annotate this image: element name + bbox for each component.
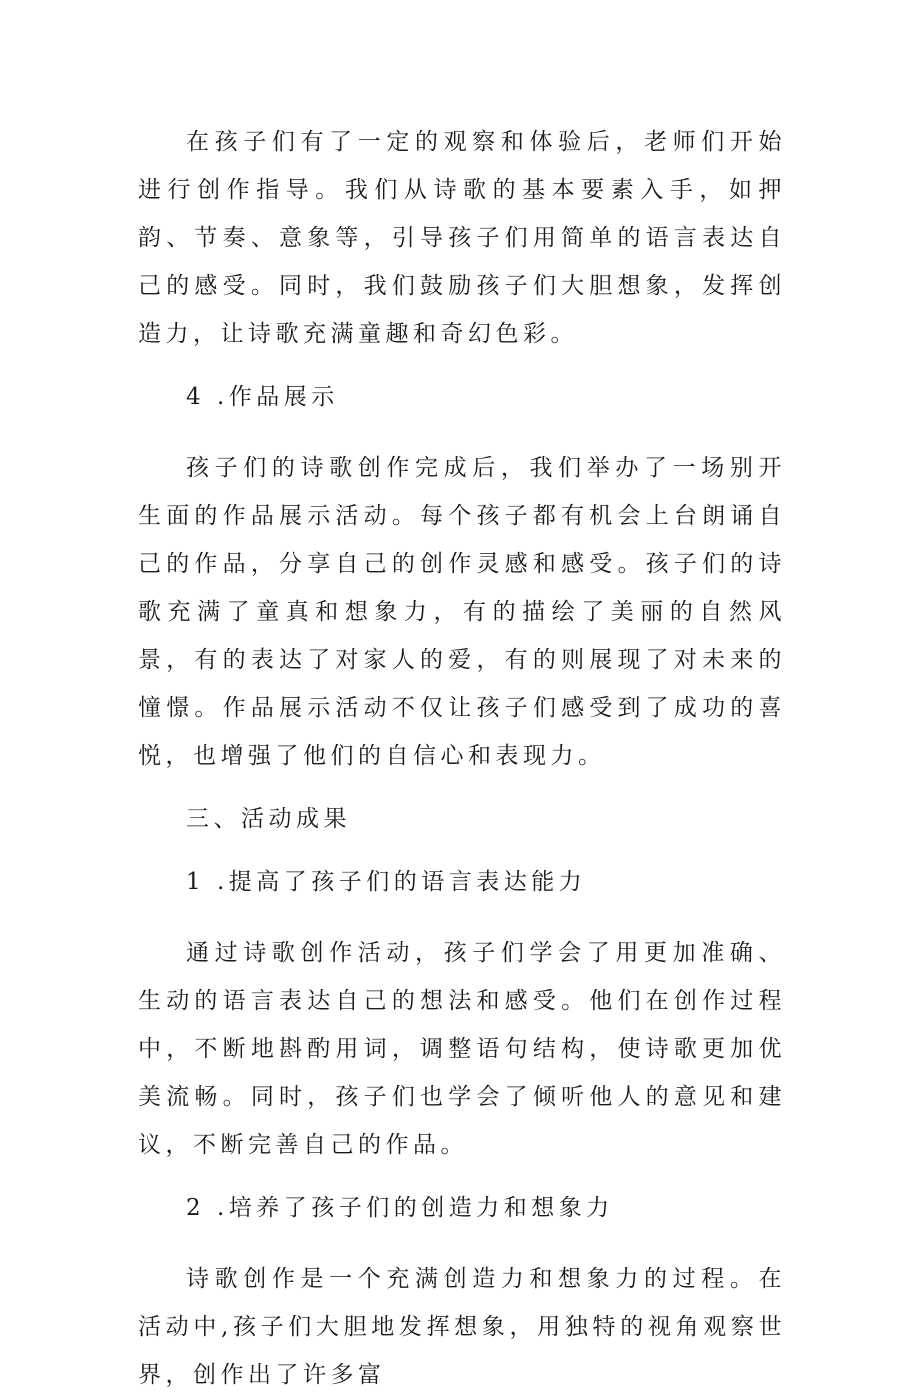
spacer — [138, 906, 786, 929]
heading-activity-results: 三、活动成果 — [186, 806, 351, 832]
spacer — [138, 421, 786, 444]
heading-creativity-imagination: 2 .培养了孩子们的创造力和想象力 — [186, 1195, 614, 1221]
spacer — [138, 780, 786, 795]
spacer — [138, 358, 786, 373]
heading-work-display: 4 .作品展示 — [186, 384, 339, 410]
spacer — [138, 1232, 786, 1255]
document-page — [138, 118, 786, 1399]
spacer — [138, 843, 786, 858]
paragraph-work-display: 孩子们的诗歌创作完成后，我们举办了一场别开生面的作品展示活动。每个孩子都有机会上台朗诵自己的作品，分享自己的创作灵感和感受。孩子们的诗歌充满了童真和想象力，有的描绘了美丽的自然风景，有的表达了对家人的爱，有的则展现了对未来的憧憬。作品展示活动不仅让孩子们感受到了成功的喜悦，也增强了他们的自信心和表现力。 — [138, 455, 786, 769]
paragraph-language-expression: 通过诗歌创作活动，孩子们学会了用更加准确、生动的语言表达自己的想法和感受。他们在创作过程中，不断地斟酌用词，调整语句结构，使诗歌更加优美流畅。同时，孩子们也学会了倾听他人的意见和建议，不断完善自己的作品。 — [138, 940, 786, 1158]
paragraph-creativity-imagination: 诗歌创作是一个充满创造力和想象力的过程。在活动中,孩子们大胆地发挥想象，用独特的视角观察世界，创作出了许多富 — [138, 1266, 786, 1388]
paragraph-creation-guidance: 在孩子们有了一定的观察和体验后，老师们开始进行创作指导。我们从诗歌的基本要素入手，如押韵、节奏、意象等，引导孩子们用简单的语言表达自己的感受。同时，我们鼓励孩子们大胆想象，发挥创造力，让诗歌充满童趣和奇幻色彩。 — [138, 129, 786, 347]
spacer — [138, 1169, 786, 1184]
heading-language-expression: 1 .提高了孩子们的语言表达能力 — [186, 869, 587, 895]
